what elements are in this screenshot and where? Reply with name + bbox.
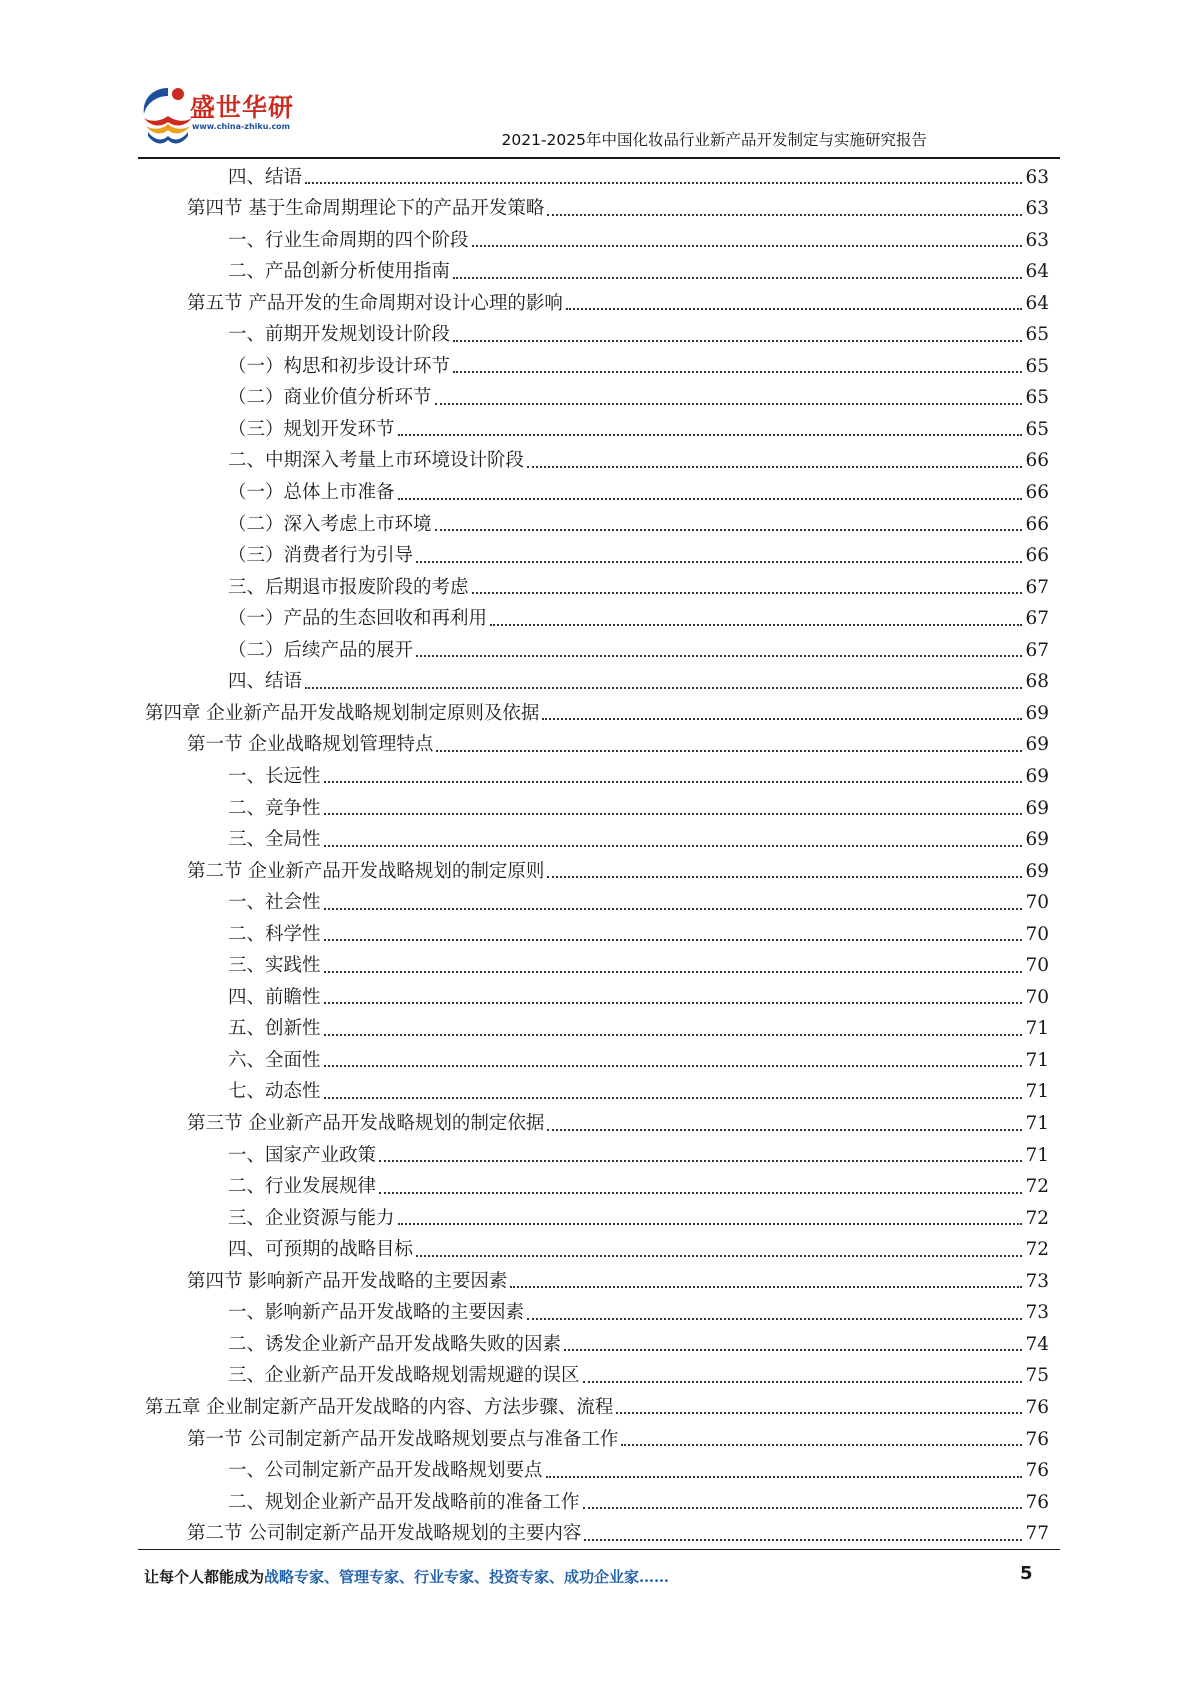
toc-entry-page: 71 xyxy=(1025,1018,1049,1040)
toc-entry-label: 二、中期深入考量上市环境设计阶段 xyxy=(228,450,525,472)
toc-entry-page: 76 xyxy=(1025,1460,1049,1482)
toc-dot-leader xyxy=(542,718,1022,720)
toc-dot-leader xyxy=(435,403,1023,405)
toc-entry-page: 65 xyxy=(1025,387,1049,409)
toc-entry-page: 70 xyxy=(1025,892,1049,914)
toc-entry-page: 67 xyxy=(1025,608,1049,630)
toc-dot-leader xyxy=(305,687,1022,689)
toc-entry-page: 75 xyxy=(1025,1365,1049,1387)
toc-entry-label: 三、企业新产品开发战略规划需规避的误区 xyxy=(228,1365,580,1387)
toc-entry-label: 第一节 企业战略规划管理特点 xyxy=(187,734,434,756)
toc-dot-leader xyxy=(324,813,1023,815)
toc-entry-page: 69 xyxy=(1025,797,1049,819)
toc-entry[interactable] xyxy=(228,411,1049,443)
toc-dot-leader xyxy=(435,529,1023,531)
toc-entry-label: （一）构思和初步设计环节 xyxy=(228,355,451,377)
toc-dot-leader xyxy=(583,1381,1023,1383)
page-number: 5 xyxy=(1020,1563,1033,1584)
toc-entry-page: 70 xyxy=(1025,923,1049,945)
toc-entry[interactable] xyxy=(228,632,1049,664)
toc-entry[interactable] xyxy=(187,1263,1049,1295)
toc-entry-page: 71 xyxy=(1025,1113,1049,1134)
toc-entry-label: （三）消费者行为引导 xyxy=(228,545,414,567)
toc-entry-label: 二、产品创新分析使用指南 xyxy=(228,261,451,283)
toc-entry[interactable] xyxy=(187,727,1049,759)
toc-dot-leader xyxy=(472,592,1023,594)
toc-entry-label: （一）总体上市准备 xyxy=(228,482,395,503)
toc-dot-leader xyxy=(436,750,1022,752)
toc-dot-leader xyxy=(324,971,1023,973)
toc-entry-page: 64 xyxy=(1025,292,1049,314)
toc-entry-label: 一、长远性 xyxy=(228,765,321,787)
toc-entry-page: 73 xyxy=(1025,1302,1049,1324)
toc-dot-leader xyxy=(324,845,1023,847)
toc-entry[interactable] xyxy=(228,1358,1049,1390)
toc-entry-label: 四、前瞻性 xyxy=(228,986,321,1008)
toc-dot-leader xyxy=(324,1065,1023,1067)
toc-entry-label: 七、动态性 xyxy=(228,1081,321,1103)
toc-entry[interactable] xyxy=(187,285,1049,317)
toc-dot-leader xyxy=(398,434,1023,436)
toc-entry-label: 第二节 公司制定新产品开发战略规划的主要内容 xyxy=(187,1523,582,1545)
toc-entry-page: 70 xyxy=(1025,955,1049,977)
footer-slogan-suffix: …… xyxy=(639,1568,670,1586)
toc-dot-leader xyxy=(305,182,1022,184)
toc-entry[interactable] xyxy=(228,790,1049,822)
toc-dot-leader xyxy=(564,1349,1022,1351)
toc-dot-leader xyxy=(583,1507,1023,1509)
toc-entry-label: （三）规划开发环节 xyxy=(228,418,395,440)
toc-entry[interactable] xyxy=(228,380,1049,412)
toc-entry[interactable] xyxy=(145,1389,1049,1421)
toc-entry[interactable] xyxy=(228,569,1049,601)
toc-entry-page: 67 xyxy=(1025,576,1049,598)
toc-dot-leader xyxy=(416,655,1022,657)
toc-entry-page: 69 xyxy=(1025,829,1049,851)
toc-dot-leader xyxy=(547,214,1022,216)
toc-entry-page: 63 xyxy=(1025,229,1049,251)
toc-entry-label: 一、国家产业政策 xyxy=(228,1144,377,1166)
toc-entry[interactable] xyxy=(228,1137,1049,1169)
toc-entry-page: 64 xyxy=(1025,261,1049,283)
toc-entry[interactable] xyxy=(228,822,1049,854)
logo-name: 盛世华研 xyxy=(190,93,295,122)
toc-dot-leader xyxy=(398,1223,1023,1225)
toc-dot-leader xyxy=(379,1160,1022,1162)
toc-dot-leader xyxy=(616,1412,1022,1414)
toc-dot-leader xyxy=(379,1192,1022,1194)
toc-entry[interactable] xyxy=(228,538,1049,570)
toc-entry[interactable] xyxy=(228,979,1049,1011)
toc-entry-label: 四、结语 xyxy=(228,166,303,188)
toc-entry-page: 69 xyxy=(1025,734,1049,756)
page-header xyxy=(0,0,1191,160)
toc-entry[interactable] xyxy=(228,475,1049,507)
toc-entry[interactable] xyxy=(228,948,1049,980)
toc-dot-leader xyxy=(547,876,1022,878)
toc-entry-page: 71 xyxy=(1025,1081,1049,1103)
toc-dot-leader xyxy=(510,1286,1022,1288)
toc-entry-label: 五、创新性 xyxy=(228,1018,321,1040)
toc-entry[interactable] xyxy=(228,443,1049,475)
toc-dot-leader xyxy=(324,781,1023,783)
toc-entry[interactable] xyxy=(228,1200,1049,1232)
toc-entry-label: 二、诱发企业新产品开发战略失败的因素 xyxy=(228,1333,562,1355)
toc-entry-label: 一、影响新产品开发战略的主要因素 xyxy=(228,1302,525,1324)
toc-dot-leader xyxy=(490,624,1022,626)
toc-entry-page: 76 xyxy=(1025,1396,1049,1418)
logo-mark-icon xyxy=(138,82,198,146)
toc-entry-label: 一、前期开发规划设计阶段 xyxy=(228,324,451,346)
footer-divider xyxy=(138,1549,1060,1550)
toc-dot-leader xyxy=(324,939,1023,941)
toc-entry-label: 三、实践性 xyxy=(228,955,321,977)
toc-entry[interactable] xyxy=(228,159,1049,191)
toc-entry[interactable] xyxy=(187,1106,1049,1138)
toc-entry-page: 66 xyxy=(1025,513,1049,535)
toc-entry-label: 第四节 基于生命周期理论下的产品开发策略 xyxy=(187,198,545,220)
toc-entry[interactable] xyxy=(228,1232,1049,1264)
toc-entry[interactable] xyxy=(228,506,1049,538)
toc-entry-page: 65 xyxy=(1025,355,1049,377)
toc-entry-label: 二、规划企业新产品开发战略前的准备工作 xyxy=(228,1491,580,1513)
toc-entry-page: 65 xyxy=(1025,324,1049,346)
toc-entry-page: 66 xyxy=(1025,450,1049,472)
toc-entry[interactable] xyxy=(228,222,1049,254)
toc-dot-leader xyxy=(324,1002,1023,1004)
toc-entry-label: 一、社会性 xyxy=(228,892,321,914)
toc-dot-leader xyxy=(453,277,1022,279)
toc-entry-page: 74 xyxy=(1025,1333,1049,1355)
toc-dot-leader xyxy=(547,1129,1022,1131)
toc-entry-label: 二、科学性 xyxy=(228,923,321,945)
toc-entry-label: 四、可预期的战略目标 xyxy=(228,1239,414,1261)
toc-entry-label: 第四章 企业新产品开发战略规划制定原则及依据 xyxy=(145,702,540,724)
toc-entry-page: 63 xyxy=(1025,198,1049,220)
toc-entry[interactable] xyxy=(228,1326,1049,1358)
toc-entry-page: 73 xyxy=(1025,1270,1049,1292)
toc-entry-label: （二）商业价值分析环节 xyxy=(228,387,432,409)
logo-url: www.china-zhiku.com xyxy=(192,122,291,131)
toc-entry-page: 66 xyxy=(1025,482,1049,503)
toc-entry[interactable] xyxy=(228,1484,1049,1516)
toc-entry-label: 四、结语 xyxy=(228,671,303,693)
toc-entry[interactable] xyxy=(228,758,1049,790)
toc-entry-label: 二、行业发展规律 xyxy=(228,1176,377,1198)
toc-dot-leader xyxy=(546,1476,1023,1478)
toc-entry[interactable] xyxy=(187,1421,1049,1453)
toc-dot-leader xyxy=(527,466,1022,468)
toc-entry-page: 69 xyxy=(1025,765,1049,787)
toc-entry[interactable] xyxy=(187,1516,1049,1548)
toc-entry-label: 第一节 公司制定新产品开发战略规划要点与准备工作 xyxy=(187,1428,619,1450)
footer-slogan-prefix: 让每个人都能成为 xyxy=(144,1568,265,1586)
toc-entry[interactable] xyxy=(228,1074,1049,1106)
toc-entry-label: 一、行业生命周期的四个阶段 xyxy=(228,229,469,251)
toc-entry-label: 第四节 影响新产品开发战略的主要因素 xyxy=(187,1270,508,1292)
toc-entry-label: （二）深入考虑上市环境 xyxy=(228,513,432,535)
toc-entry-page: 66 xyxy=(1025,545,1049,567)
toc-entry-page: 72 xyxy=(1025,1239,1049,1261)
toc-dot-leader xyxy=(324,1034,1023,1036)
toc-entry-page: 76 xyxy=(1025,1491,1049,1513)
footer-slogan xyxy=(144,1566,669,1587)
toc-dot-leader xyxy=(453,340,1022,342)
toc-entry-label: （一）产品的生态回收和再利用 xyxy=(228,608,488,630)
footer-slogan-highlight: 战略专家、管理专家、行业专家、投资专家、成功企业家 xyxy=(264,1568,640,1586)
toc-dot-leader xyxy=(416,1255,1022,1257)
toc-dot-leader xyxy=(527,1318,1022,1320)
toc-dot-leader xyxy=(453,371,1022,373)
toc-entry-page: 72 xyxy=(1025,1176,1049,1198)
toc-entry[interactable] xyxy=(228,1169,1049,1201)
toc-entry-label: 六、全面性 xyxy=(228,1049,321,1071)
toc-dot-leader xyxy=(324,1097,1023,1099)
toc-entry-label: （二）后续产品的展开 xyxy=(228,639,414,661)
toc-entry-label: 第五章 企业制定新产品开发战略的内容、方法步骤、流程 xyxy=(145,1396,614,1418)
toc-entry-page: 71 xyxy=(1025,1144,1049,1166)
toc-entry[interactable] xyxy=(228,601,1049,633)
toc-dot-leader xyxy=(472,245,1023,247)
toc-entry-page: 63 xyxy=(1025,166,1049,188)
toc-entry-page: 68 xyxy=(1025,671,1049,693)
toc-dot-leader xyxy=(398,498,1023,500)
toc-dot-leader xyxy=(324,908,1023,910)
toc-entry-page: 77 xyxy=(1025,1523,1049,1545)
toc-dot-leader xyxy=(584,1539,1022,1541)
toc-entry[interactable] xyxy=(145,695,1049,727)
toc-entry[interactable] xyxy=(187,191,1049,223)
toc-entry-label: 三、后期退市报废阶段的考虑 xyxy=(228,576,469,598)
toc-entry[interactable] xyxy=(228,1295,1049,1327)
toc-entry-label: 第五节 产品开发的生命周期对设计心理的影响 xyxy=(187,292,563,314)
toc-entry[interactable] xyxy=(228,916,1049,948)
toc-entry-label: 三、全局性 xyxy=(228,829,321,851)
toc-entry-label: 二、竞争性 xyxy=(228,797,321,819)
logo xyxy=(138,82,308,146)
toc-entry[interactable] xyxy=(228,1011,1049,1043)
toc-entry[interactable] xyxy=(187,853,1049,885)
toc-entry-page: 69 xyxy=(1025,860,1049,882)
toc-entry[interactable] xyxy=(228,885,1049,917)
toc-entry[interactable] xyxy=(228,348,1049,380)
toc-entry[interactable] xyxy=(228,1042,1049,1074)
toc-entry[interactable] xyxy=(228,664,1049,696)
toc-entry-label: 三、企业资源与能力 xyxy=(228,1207,395,1229)
toc-dot-leader xyxy=(621,1444,1022,1446)
toc-entry-page: 76 xyxy=(1025,1428,1049,1450)
toc-entry-page: 71 xyxy=(1025,1049,1049,1071)
toc-entry-page: 72 xyxy=(1025,1207,1049,1229)
toc-entry-label: 第二节 企业新产品开发战略规划的制定原则 xyxy=(187,860,545,882)
toc-entry-page: 67 xyxy=(1025,639,1049,661)
toc-entry[interactable] xyxy=(228,1453,1049,1485)
toc-dot-leader xyxy=(566,308,1023,310)
toc-entry-page: 70 xyxy=(1025,986,1049,1008)
toc-entry[interactable] xyxy=(228,317,1049,349)
toc-entry-label: 一、公司制定新产品开发战略规划要点 xyxy=(228,1460,543,1482)
toc-entry-label: 第三节 企业新产品开发战略规划的制定依据 xyxy=(187,1113,545,1134)
toc-dot-leader xyxy=(416,561,1022,563)
toc-entry-page: 65 xyxy=(1025,418,1049,440)
toc-entry[interactable] xyxy=(228,254,1049,286)
report-title: 2021-2025年中国化妆品行业新产品开发制定与实施研究报告 xyxy=(501,131,927,149)
toc-entry-page: 69 xyxy=(1025,702,1049,724)
